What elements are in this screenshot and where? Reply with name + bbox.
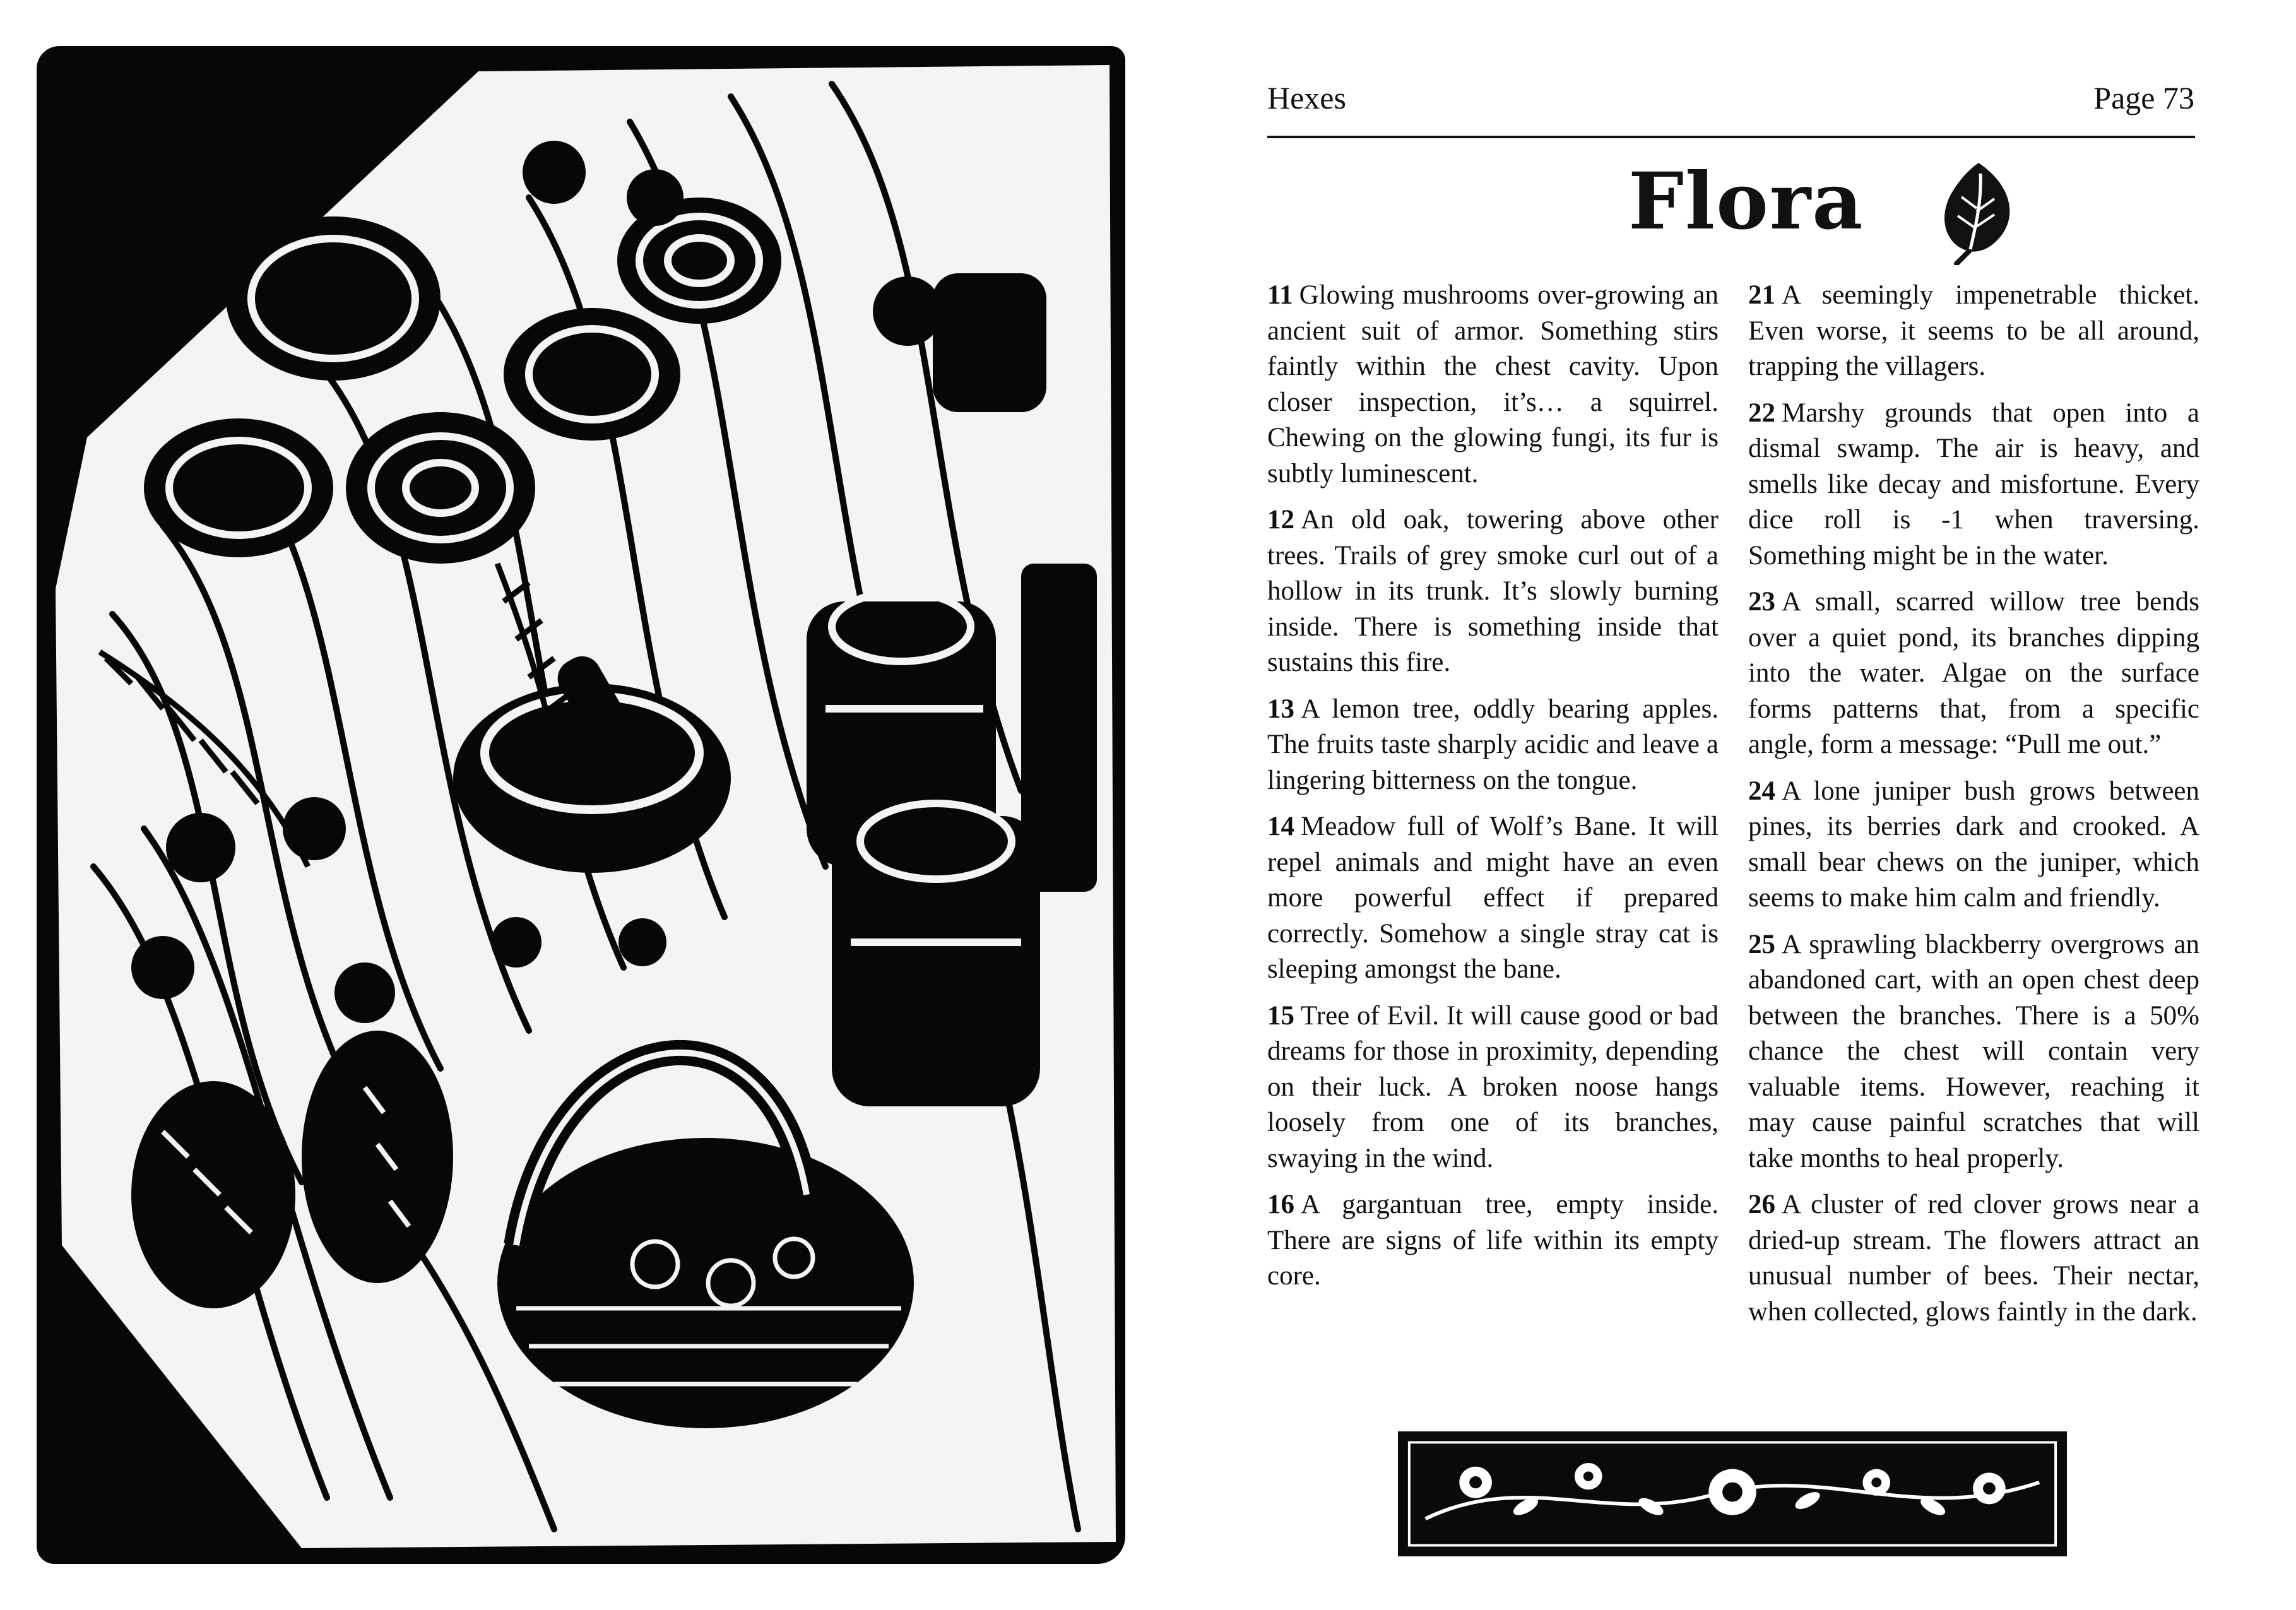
entry-number: 23: [1748, 587, 1775, 617]
linocut-illustration: [37, 46, 1125, 1564]
entry-text: Marshy grounds that open into a dismal swamp. The air is heavy, and smells like decay and misfortune. Every dice roll is -1 when traversing. Something might be in the water.: [1748, 398, 2199, 571]
page-title: Flora: [1628, 156, 1864, 247]
table-entry-13: [1267, 692, 1719, 799]
leaf-icon: [1931, 158, 2026, 265]
entry-text: A sprawling blackberry overgrows an abandoned cart, with an open chest deep between the branches. There is a 50% chance the chest will contain very valuable items. However, reaching it may cause painful scratches that will take months to heal properly.: [1748, 929, 2199, 1173]
header-rule: [1267, 136, 2195, 138]
entry-text: Glowing mushrooms over-growing an ancient suit of armor. Something stirs faintly within the chest cavity. Upon closer inspection, it’s… a squirrel. Chewing on the glowing fungi, its fur is subtly luminescent.: [1267, 280, 1719, 488]
entry-number: 21: [1748, 280, 1775, 310]
table-entry-24: [1748, 774, 2199, 916]
table-entry-23: [1748, 584, 2199, 763]
table-entry-22: [1748, 396, 2199, 574]
entry-number: 12: [1267, 505, 1294, 535]
entries-column-left: [1267, 278, 1719, 1305]
entry-number: 22: [1748, 398, 1775, 428]
entry-text: Tree of Evil. It will cause good or bad dreams for those in proximity, depending on their luck. A broken noose hangs loosely from one of its branches, swaying in the wind.: [1267, 1000, 1719, 1173]
floral-ornament-band: [1398, 1431, 2067, 1556]
table-entry-15: [1267, 998, 1719, 1177]
running-header-title: Hexes: [1267, 80, 1346, 115]
entry-number: 26: [1748, 1190, 1775, 1219]
entry-text: A lemon tree, oddly bearing apples. The fruits taste sharply acidic and leave a lingering bitterness on the tongue.: [1267, 694, 1719, 795]
entry-text: An old oak, towering above other trees. Trails of grey smoke curl out of a hollow in its trunk. It’s slowly burning inside. There is something inside that sustains this fire.: [1267, 505, 1719, 677]
page-number: Page 73: [2093, 80, 2194, 115]
table-entry-16: [1267, 1187, 1719, 1294]
table-entry-26: [1748, 1187, 2199, 1330]
entry-number: 11: [1267, 280, 1293, 310]
table-illustration: [37, 46, 1125, 1564]
entry-number: 13: [1267, 694, 1294, 724]
entry-text: Meadow full of Wolf’s Bane. It will repel animals and might have an even more powerful effect if prepared correctly. Somehow a single stray cat is sleeping amongst the bane.: [1267, 812, 1719, 984]
entry-number: 24: [1748, 776, 1775, 806]
table-entry-14: [1267, 809, 1719, 988]
entry-number: 16: [1267, 1190, 1294, 1219]
floral-ornament-icon: [1400, 1434, 2064, 1554]
table-entry-11: [1267, 278, 1719, 492]
entry-text: A cluster of red clover grows near a dried-up stream. The flowers attract an unusual number of bees. Their nectar, when collected, glows faintly in the dark.: [1748, 1190, 2199, 1327]
entry-text: A small, scarred willow tree bends over a quiet pond, its branches dipping into the water. Algae on the surface forms patterns that, from a specific angle, form a message: “Pull me out.”: [1748, 587, 2199, 759]
table-entry-12: [1267, 502, 1719, 681]
entry-number: 15: [1267, 1000, 1294, 1031]
entry-number: 25: [1748, 929, 1775, 959]
entry-number: 14: [1267, 812, 1294, 841]
entry-text: A lone juniper bush grows between pines, its berries dark and crooked. A small bear chews on the juniper, which seems to make him calm and friendly.: [1748, 776, 2199, 913]
entry-text: A gargantuan tree, empty inside. There are signs of life within its empty core.: [1267, 1190, 1719, 1291]
entries-column-right: [1748, 278, 2199, 1341]
table-entry-25: [1748, 927, 2199, 1177]
entry-text: A seemingly impenetrable thicket. Even worse, it seems to be all around, trapping the villagers.: [1748, 280, 2199, 381]
table-entry-21: [1748, 278, 2199, 385]
